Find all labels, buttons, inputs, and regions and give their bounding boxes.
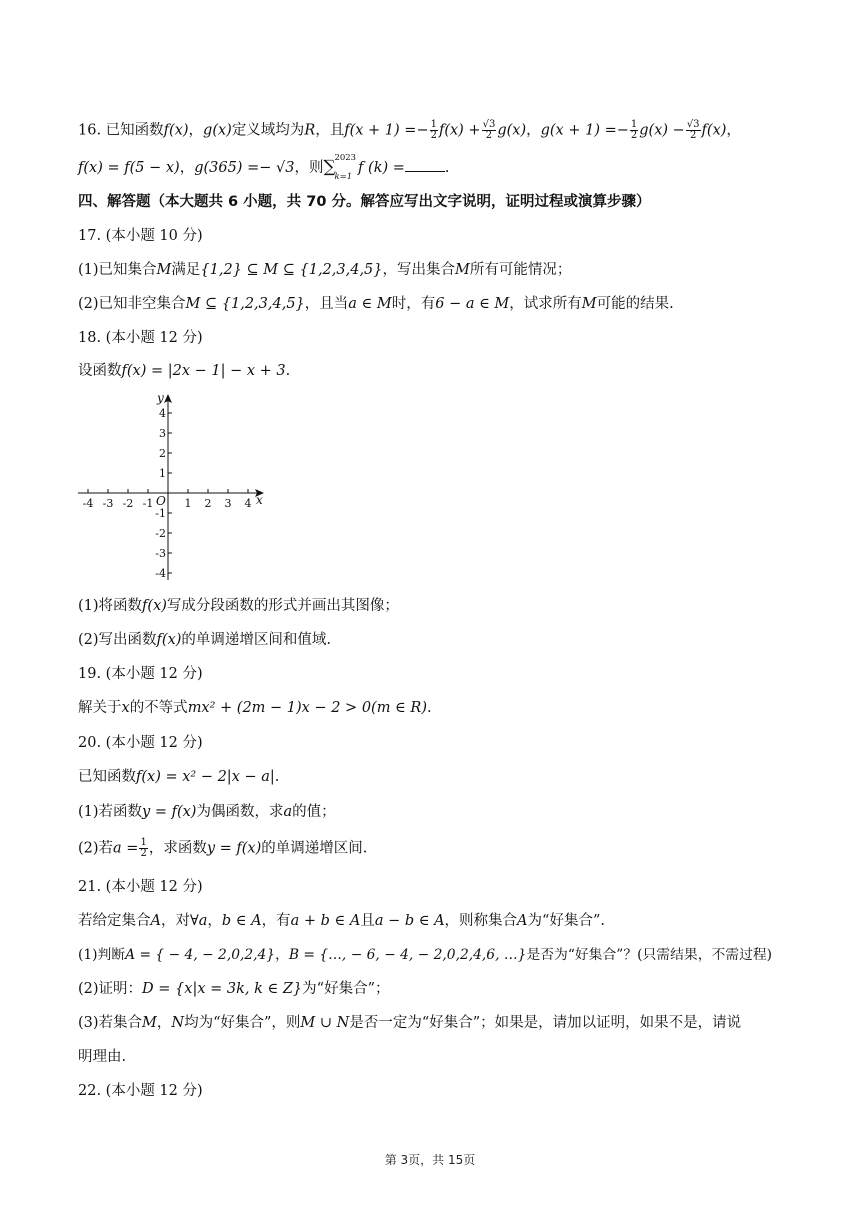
- text: 时，有: [391, 296, 436, 312]
- q16-text: ，: [726, 122, 741, 139]
- text: 若给定集合: [78, 913, 151, 929]
- q18-intro: [78, 361, 290, 381]
- q16-line-1: [78, 120, 741, 141]
- text: ，则称集合: [444, 913, 518, 929]
- math: B = {…, − 6, − 4, − 2,0,2,4,6, …}: [288, 947, 527, 963]
- math: b ∈ A: [221, 913, 262, 929]
- answer-blank[interactable]: [405, 157, 445, 172]
- text: (1)若函数: [78, 804, 143, 820]
- math: a: [283, 804, 293, 820]
- y-tick-label: 2: [159, 447, 166, 460]
- q20-part-2: [78, 838, 367, 859]
- text: 满足: [171, 262, 201, 278]
- x-tick-label: -3: [102, 497, 114, 510]
- text: 设函数: [78, 363, 122, 379]
- q16-text: 16. 已知函数: [78, 122, 164, 139]
- math: f(x) = |2x − 1| − x + 3: [121, 363, 286, 379]
- fraction-numerator: √3: [482, 119, 496, 130]
- origin-label: O: [156, 494, 166, 508]
- q21-part-3-cont: 明理由.: [78, 1049, 127, 1065]
- q19-heading: 19. (本小题 12 分): [78, 666, 203, 682]
- math: y = f(x): [142, 804, 197, 820]
- text: ，对: [160, 913, 190, 929]
- y-tick-label: -3: [155, 547, 166, 560]
- fraction-denominator: 2: [430, 130, 437, 141]
- text: ，试求所有: [509, 296, 582, 312]
- fraction-numerator: 1: [630, 119, 638, 130]
- text: 所有可能情况；: [469, 262, 572, 278]
- y-tick-label: 3: [159, 427, 166, 440]
- fraction-numerator: √3: [686, 119, 700, 130]
- text: 为“好集合”；: [302, 981, 390, 997]
- text: 解关于: [78, 700, 122, 716]
- math: R: [304, 122, 316, 139]
- math: a + b ∈ A: [290, 913, 361, 929]
- math: g(x + 1) =−: [540, 122, 629, 139]
- math: a =: [113, 840, 139, 857]
- text: 的单调递增区间.: [261, 840, 368, 857]
- x-tick-label: 4: [244, 497, 252, 510]
- q18-part-2: [78, 630, 331, 650]
- q22-heading: 22. (本小题 12 分): [78, 1083, 203, 1099]
- math: M ∪ N: [300, 1015, 350, 1031]
- text: 均为“好集合”，则: [184, 1015, 301, 1031]
- x-tick-label: 1: [184, 497, 192, 510]
- fraction: [630, 120, 638, 141]
- x-axis-label: x: [256, 493, 263, 507]
- q16-text: ，则: [294, 160, 324, 176]
- fraction: [430, 120, 438, 141]
- y-axis-label: y: [157, 391, 164, 405]
- text: 的不等式: [129, 700, 188, 716]
- text: 已知函数: [78, 769, 136, 785]
- text: .: [426, 700, 432, 716]
- q21-intro: [78, 911, 605, 931]
- math: N: [171, 1015, 185, 1031]
- q17-part-1: [78, 260, 571, 280]
- q21-part-1: [78, 945, 772, 965]
- text: ，且当: [304, 296, 349, 312]
- math: f(x): [156, 632, 182, 648]
- math: f(x): [142, 598, 167, 614]
- text: ，写出集合: [382, 262, 456, 278]
- math: A: [150, 913, 161, 929]
- math: A = { − 4, − 2,0,2,4}: [125, 947, 276, 963]
- fraction-denominator: 2: [485, 130, 493, 141]
- q20-heading: 20. (本小题 12 分): [78, 735, 203, 751]
- q18-part-1: [78, 596, 399, 616]
- q20-intro: [78, 767, 279, 787]
- text: ，求函数: [148, 840, 207, 857]
- math: a − b ∈ A: [374, 913, 445, 929]
- q16-text: ，: [188, 122, 204, 139]
- page-footer: 第 3页，共 15页: [384, 1153, 476, 1167]
- text: 为偶函数，求: [196, 804, 284, 820]
- math: M: [142, 1015, 157, 1031]
- text: (2)写出函数: [78, 632, 157, 648]
- text: 是否为“好集合”？(只需结果，不需过程): [526, 947, 773, 963]
- text: ，: [275, 947, 289, 963]
- text: (2)已知非空集合: [78, 296, 186, 312]
- fraction-denominator: 2: [140, 848, 147, 859]
- fraction-denominator: 2: [630, 130, 638, 141]
- math: M: [455, 262, 470, 278]
- text: 为“好集合”.: [527, 913, 605, 929]
- text: 的值；: [292, 804, 336, 820]
- text: (1)已知集合: [78, 262, 157, 278]
- math: f (k) =: [353, 160, 405, 176]
- fraction-numerator: 1: [430, 119, 437, 130]
- text: (1)判断: [78, 947, 126, 963]
- summation: [323, 153, 357, 182]
- math: f(x): [163, 122, 189, 139]
- math: M: [156, 262, 172, 278]
- math: 6 − a ∈ M: [435, 296, 510, 312]
- q16-text: ，: [526, 122, 541, 139]
- q16-text: .: [444, 160, 450, 176]
- q18-heading: 18. (本小题 12 分): [78, 330, 203, 346]
- q21-heading: 21. (本小题 12 分): [78, 879, 203, 895]
- sum-lower-limit: k=1: [334, 172, 353, 182]
- fraction-numerator: 1: [140, 837, 147, 848]
- math: M: [581, 296, 597, 312]
- math: f(x) = x² − 2|x − a|: [136, 769, 275, 785]
- math: f(x) +: [438, 122, 481, 139]
- x-tick-label: -4: [82, 497, 94, 510]
- text: 的单调递增区间和值域.: [181, 632, 332, 648]
- y-tick-label: -2: [155, 527, 166, 540]
- text: (2)证明：: [78, 981, 143, 997]
- math: {1,2} ⊆ M ⊆ {1,2,3,4,5}: [200, 262, 383, 278]
- text: 写成分段函数的形式并画出其图像；: [166, 598, 399, 614]
- fraction: [139, 838, 147, 859]
- x-tick-label: 3: [224, 497, 232, 510]
- math: ∀a: [189, 913, 208, 929]
- text: .: [285, 363, 291, 379]
- math: mx² + (2m − 1)x − 2 > 0(m ∈ R): [187, 700, 427, 716]
- text: (3)若集合: [78, 1015, 143, 1031]
- text: 可能的结果.: [596, 296, 674, 312]
- text: .: [274, 769, 280, 785]
- math: f(x) = f(5 − x): [78, 160, 180, 176]
- math: g(365) =− √3: [194, 160, 295, 176]
- x-tick-label: -1: [142, 497, 154, 510]
- q21-part-3: [78, 1013, 741, 1033]
- math: g(x): [497, 122, 527, 139]
- sum-upper-limit: 2023: [334, 153, 357, 163]
- math: a ∈ M: [348, 296, 392, 312]
- math: g(x): [203, 122, 232, 139]
- math: M ⊆ {1,2,3,4,5}: [185, 296, 305, 312]
- x-tick-label: -2: [122, 497, 134, 510]
- math: D = {x|x = 3k, k ∈ Z}: [142, 981, 303, 997]
- fraction: [686, 120, 701, 141]
- fraction-denominator: 2: [689, 130, 697, 141]
- fraction: [482, 120, 497, 141]
- math: x: [121, 700, 130, 716]
- text: ，: [207, 913, 222, 929]
- math: f(x + 1) =−: [344, 122, 429, 139]
- q21-part-2: [78, 979, 389, 999]
- q16-line-2: [78, 153, 450, 182]
- text: (1)将函数: [78, 598, 143, 614]
- y-tick-label: -4: [155, 567, 166, 580]
- sum-symbol: ∑: [323, 157, 336, 177]
- q16-text: ，: [179, 160, 195, 176]
- coordinate-grid: [74, 388, 274, 588]
- q16-text: 定义域均为: [231, 122, 305, 139]
- y-tick-label: 4: [159, 407, 166, 420]
- q17-heading: 17. (本小题 10 分): [78, 228, 203, 244]
- math: y = f(x): [206, 840, 262, 857]
- y-tick-label: -1: [155, 507, 166, 520]
- text: ，: [156, 1015, 172, 1031]
- y-tick-label: 1: [159, 467, 166, 480]
- math: f(x): [701, 122, 727, 139]
- q20-part-1: [78, 802, 336, 822]
- math: g(x) −: [639, 122, 685, 139]
- q16-text: ，且: [315, 122, 345, 139]
- x-tick-label: 2: [204, 497, 212, 510]
- text: 且: [360, 913, 375, 929]
- section-heading: 四、解答题（本大题共 6 小题，共 70 分。解答应写出文字说明，证明过程或演算步骤）: [78, 194, 651, 210]
- q19-body: [78, 698, 432, 718]
- q17-part-2: [78, 294, 674, 314]
- text: ，有: [261, 913, 291, 929]
- math: A: [517, 913, 528, 929]
- text: 是否一定为“好集合”；如果是，请加以证明，如果不是，请说: [349, 1015, 742, 1031]
- text: (2)若: [78, 840, 114, 857]
